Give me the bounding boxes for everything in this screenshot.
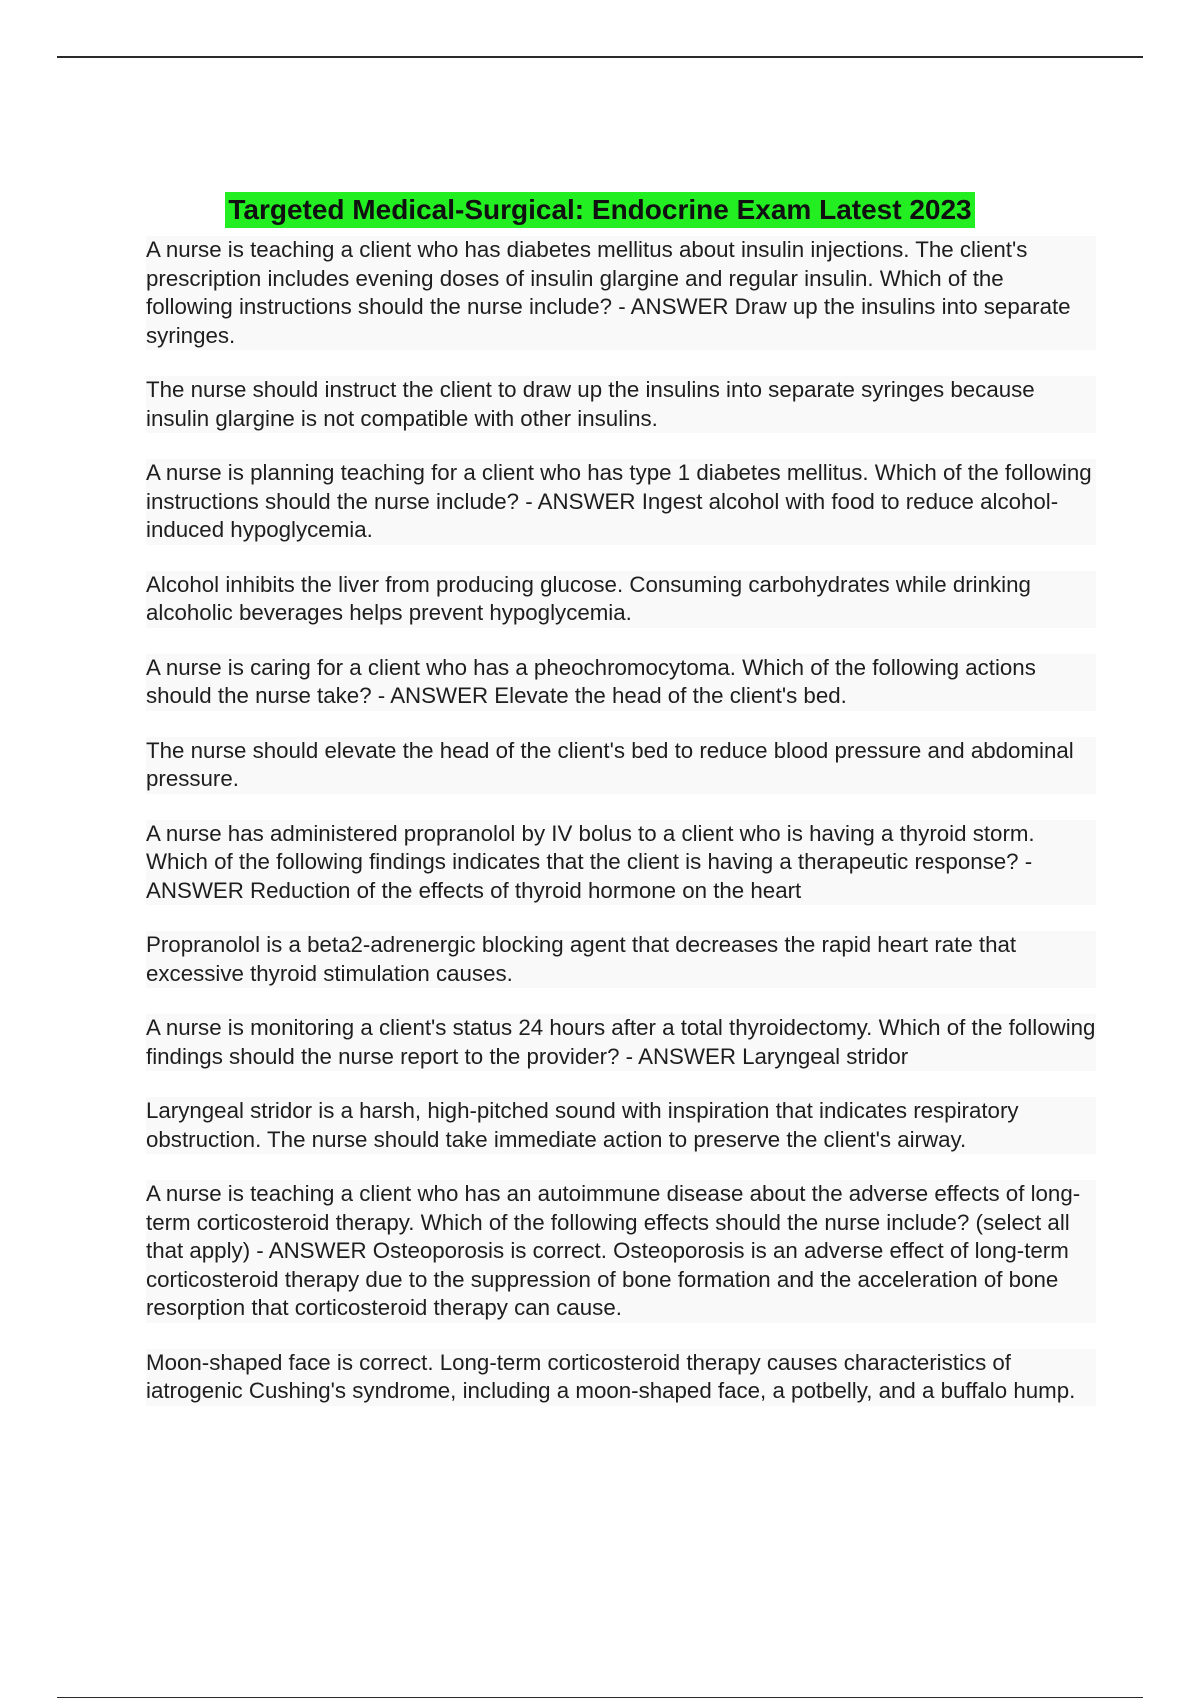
rationale-paragraph: Alcohol inhibits the liver from producing glucose. Consuming carbohydrates while drinking alcoholic beverages helps prevent hypoglycemia. [146,571,1096,628]
rationale-paragraph: Propranolol is a beta2-adrenergic blocking agent that decreases the rapid heart rate that excessive thyroid stimulation causes. [146,931,1096,988]
rationale-paragraph: The nurse should elevate the head of the client's bed to reduce blood pressure and abdominal pressure. [146,737,1096,794]
rationale-paragraph: Moon-shaped face is correct. Long-term corticosteroid therapy causes characteristics of iatrogenic Cushing's syndrome, including a moon-shaped face, a potbelly, and a buffalo hump. [146,1349,1096,1406]
rationale-paragraph: The nurse should instruct the client to draw up the insulins into separate syringes because insulin glargine is not compatible with other insulins. [146,376,1096,433]
title-container [0,192,1200,228]
question-paragraph: A nurse is teaching a client who has diabetes mellitus about insulin injections. The client's prescription includes evening doses of insulin glargine and regular insulin. Which of the following instructions should the nurse include? - ANSWER Draw up the insulins into separate syringes. [146,236,1096,350]
question-paragraph: A nurse is caring for a client who has a pheochromocytoma. Which of the following actions should the nurse take? - ANSWER Elevate the head of the client's bed. [146,654,1096,711]
rationale-paragraph: Laryngeal stridor is a harsh, high-pitched sound with inspiration that indicates respiratory obstruction. The nurse should take immediate action to preserve the client's airway. [146,1097,1096,1154]
footer-rule [57,1697,1143,1698]
question-paragraph: A nurse is planning teaching for a client who has type 1 diabetes mellitus. Which of the following instructions should the nurse include? - ANSWER Ingest alcohol with food to reduce alcohol-induced hypoglycemia. [146,459,1096,545]
header-rule [57,56,1143,58]
page-title: Targeted Medical-Surgical: Endocrine Exam Latest 2023 [225,192,974,228]
question-paragraph: A nurse has administered propranolol by IV bolus to a client who is having a thyroid storm. Which of the following findings indicates that the client is having a therapeutic response? - ANSWER Reduction of the effects of thyroid hormone on the heart [146,820,1096,906]
question-paragraph: A nurse is teaching a client who has an autoimmune disease about the adverse effects of long-term corticosteroid therapy. Which of the following effects should the nurse include? (select all that apply) - ANSWER Osteoporosis is correct. Osteoporosis is an adverse effect of long-term corticosteroid therapy due to the suppression of bone formation and the acceleration of bone resorption that corticosteroid therapy can cause. [146,1180,1096,1323]
document-body [146,236,1096,1432]
question-paragraph: A nurse is monitoring a client's status 24 hours after a total thyroidectomy. Which of the following findings should the nurse report to the provider? - ANSWER Laryngeal stridor [146,1014,1096,1071]
